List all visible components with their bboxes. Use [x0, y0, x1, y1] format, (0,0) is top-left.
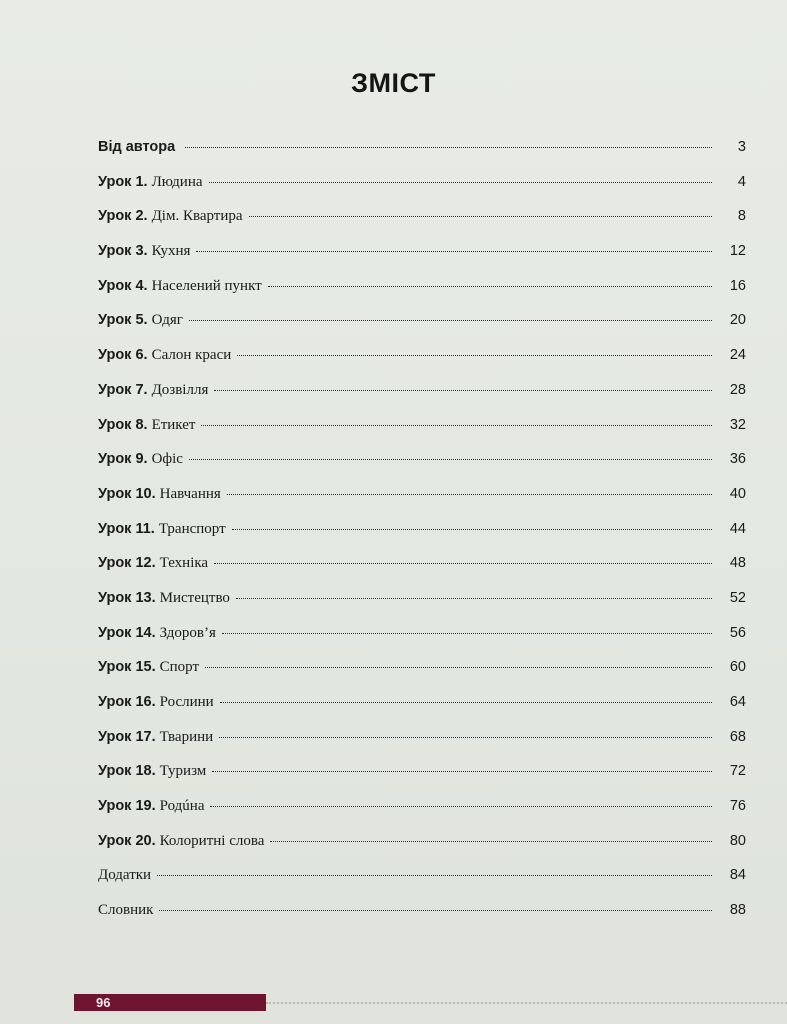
toc-entry-topic: Додатки — [98, 867, 152, 884]
toc-entry-page: 80 — [729, 832, 746, 849]
footer-page-bar — [74, 994, 266, 1011]
dot-leader — [205, 667, 712, 668]
toc-entry-label — [98, 347, 231, 364]
dot-leader — [219, 737, 712, 738]
toc-entry[interactable] — [98, 486, 746, 521]
toc-entry-label — [98, 243, 190, 260]
toc-entry-prefix: Урок 18. — [98, 763, 156, 780]
toc-entry[interactable] — [98, 625, 746, 660]
toc-entry-page: 36 — [729, 451, 746, 468]
toc-entry-prefix: Урок 17. — [98, 728, 156, 745]
toc-entry-topic: Родúна — [159, 798, 205, 815]
dot-leader — [185, 147, 712, 148]
dot-leader — [214, 390, 712, 391]
dot-leader — [268, 286, 712, 287]
toc-entry-prefix: Урок 1. — [98, 173, 148, 190]
dot-leader — [157, 875, 712, 876]
toc-entry-prefix: Урок 3. — [98, 243, 148, 260]
toc-entry-prefix: Урок 2. — [98, 208, 148, 225]
toc-entry[interactable] — [98, 417, 746, 452]
toc-entry[interactable] — [98, 243, 746, 278]
toc-entry-page: 76 — [729, 798, 746, 815]
toc-entry-page: 40 — [729, 485, 746, 502]
toc-entry-label — [98, 555, 208, 572]
dot-leader — [212, 771, 712, 772]
page-number: 96 — [96, 995, 111, 1010]
toc-entry-topic: Тварини — [159, 728, 214, 745]
toc-entry-label — [98, 486, 221, 503]
toc-entry-label — [98, 590, 230, 607]
toc-entry-label — [98, 521, 226, 538]
toc-entry-label — [98, 729, 213, 746]
toc-entry[interactable] — [98, 174, 746, 209]
toc-entry-label — [98, 867, 151, 884]
toc-entry-page: 64 — [729, 694, 746, 710]
toc-entry-topic: Дім. Квартира — [151, 208, 243, 225]
toc-entry-topic: Техніка — [159, 555, 209, 572]
dot-leader — [236, 598, 712, 599]
toc-entry-prefix: Урок 13. — [98, 589, 156, 606]
toc-entry[interactable] — [98, 902, 746, 937]
toc-entry-label — [98, 451, 183, 468]
toc-entry-prefix: Урок 20. — [98, 832, 156, 849]
toc-entry[interactable] — [98, 867, 746, 902]
dot-leader — [209, 182, 712, 183]
toc-entry-page: 60 — [729, 659, 746, 676]
toc-entry[interactable] — [98, 833, 746, 868]
dot-leader — [189, 459, 712, 460]
dot-leader — [201, 425, 712, 426]
toc-entry-topic: Кухня — [151, 243, 191, 260]
toc-entry-topic: Навчання — [159, 485, 221, 502]
dot-leader — [249, 216, 712, 217]
toc-entry-label — [98, 208, 243, 225]
toc-entry-page: 32 — [729, 416, 746, 433]
toc-entry-topic: Туризм — [159, 763, 207, 780]
toc-entry-page: 16 — [729, 277, 746, 294]
toc-entry-page: 20 — [729, 312, 746, 329]
dot-leader — [189, 320, 712, 321]
table-of-contents — [98, 139, 746, 937]
toc-entry-label — [98, 798, 204, 815]
toc-entry-topic: Одяг — [151, 312, 183, 329]
toc-entry-page: 24 — [729, 347, 746, 364]
toc-entry[interactable] — [98, 451, 746, 486]
dot-leader — [220, 702, 712, 703]
toc-entry-topic: Колоритні слова — [159, 832, 265, 849]
toc-entry[interactable] — [98, 694, 746, 729]
toc-entry-label — [98, 694, 214, 711]
toc-entry-topic: Здоров’я — [159, 624, 216, 641]
toc-entry-prefix: Урок 12. — [98, 555, 156, 572]
toc-entry-page: 68 — [729, 728, 746, 745]
toc-entry[interactable] — [98, 139, 746, 174]
toc-entry-label — [98, 902, 153, 919]
toc-entry-page: 4 — [737, 173, 746, 190]
toc-entry[interactable] — [98, 729, 746, 764]
toc-entry-page: 48 — [729, 555, 746, 572]
toc-entry-prefix: Урок 5. — [98, 312, 148, 329]
toc-entry-topic: Транспорт — [158, 520, 226, 537]
toc-entry-label — [98, 763, 206, 780]
toc-entry[interactable] — [98, 659, 746, 694]
page-title: ЗМІСТ — [351, 68, 436, 98]
toc-entry-page: 12 — [729, 243, 746, 260]
toc-entry-page: 44 — [729, 520, 746, 537]
toc-entry[interactable] — [98, 208, 746, 243]
dot-leader — [270, 841, 712, 842]
dot-leader — [210, 806, 712, 807]
toc-entry-page: 3 — [737, 139, 746, 155]
dot-leader — [222, 633, 712, 634]
toc-entry[interactable] — [98, 521, 746, 556]
dot-leader — [214, 563, 712, 564]
toc-entry-label — [98, 278, 262, 295]
toc-entry-topic: Салон краси — [151, 347, 232, 364]
toc-entry-topic: Етикет — [151, 416, 196, 433]
toc-entry[interactable] — [98, 382, 746, 417]
toc-entry-topic: Людина — [151, 173, 203, 190]
toc-entry-prefix: Урок 11. — [98, 520, 155, 537]
toc-entry-topic: Спорт — [159, 659, 200, 676]
toc-entry-prefix: Урок 9. — [98, 451, 148, 468]
toc-entry-prefix: Урок 15. — [98, 659, 156, 676]
toc-entry-label — [98, 417, 195, 434]
toc-entry-label — [98, 174, 203, 191]
toc-entry[interactable] — [98, 590, 746, 625]
toc-entry-topic: Офіс — [151, 451, 183, 468]
toc-entry-label — [98, 625, 216, 642]
dot-leader — [227, 494, 712, 495]
dot-leader — [196, 251, 712, 252]
toc-entry-label — [98, 139, 179, 156]
toc-entry-label — [98, 382, 208, 399]
dot-leader — [159, 910, 712, 911]
toc-entry-page: 52 — [729, 589, 746, 606]
toc-entry-prefix: Урок 6. — [98, 347, 148, 364]
toc-entry[interactable] — [98, 312, 746, 347]
toc-entry-page: 72 — [729, 763, 746, 780]
toc-entry-prefix: Урок 10. — [98, 485, 156, 502]
toc-entry-label — [98, 833, 264, 850]
toc-entry[interactable] — [98, 763, 746, 798]
toc-entry-page: 88 — [729, 902, 746, 919]
toc-entry-prefix: Урок 4. — [98, 277, 148, 294]
toc-entry-prefix: Урок 16. — [98, 694, 156, 710]
toc-entry-page: 84 — [729, 867, 746, 884]
toc-entry-prefix: Урок 8. — [98, 416, 148, 433]
toc-entry-prefix: Урок 7. — [98, 381, 148, 398]
toc-entry[interactable] — [98, 798, 746, 833]
toc-entry-page: 56 — [729, 624, 746, 641]
toc-entry[interactable] — [98, 555, 746, 590]
toc-entry-topic: Мистецтво — [159, 589, 230, 606]
dot-leader — [232, 529, 712, 530]
toc-entry-label — [98, 659, 199, 676]
toc-entry-topic: Словник — [98, 902, 154, 919]
dot-leader — [237, 355, 712, 356]
toc-entry-prefix: Урок 19. — [98, 798, 156, 815]
toc-entry-page: 8 — [737, 208, 746, 225]
toc-entry-topic: Рослини — [159, 694, 214, 710]
toc-entry-label — [98, 312, 183, 329]
toc-entry-topic: Дозвілля — [151, 381, 209, 398]
toc-entry[interactable] — [98, 278, 746, 313]
toc-entry-prefix: Урок 14. — [98, 624, 156, 641]
toc-entry-topic: Населений пункт — [151, 277, 262, 294]
toc-entry-prefix: Від автора — [98, 139, 176, 155]
footer-dotted-rule — [266, 1002, 787, 1004]
toc-entry-page: 28 — [729, 381, 746, 398]
toc-entry[interactable] — [98, 347, 746, 382]
